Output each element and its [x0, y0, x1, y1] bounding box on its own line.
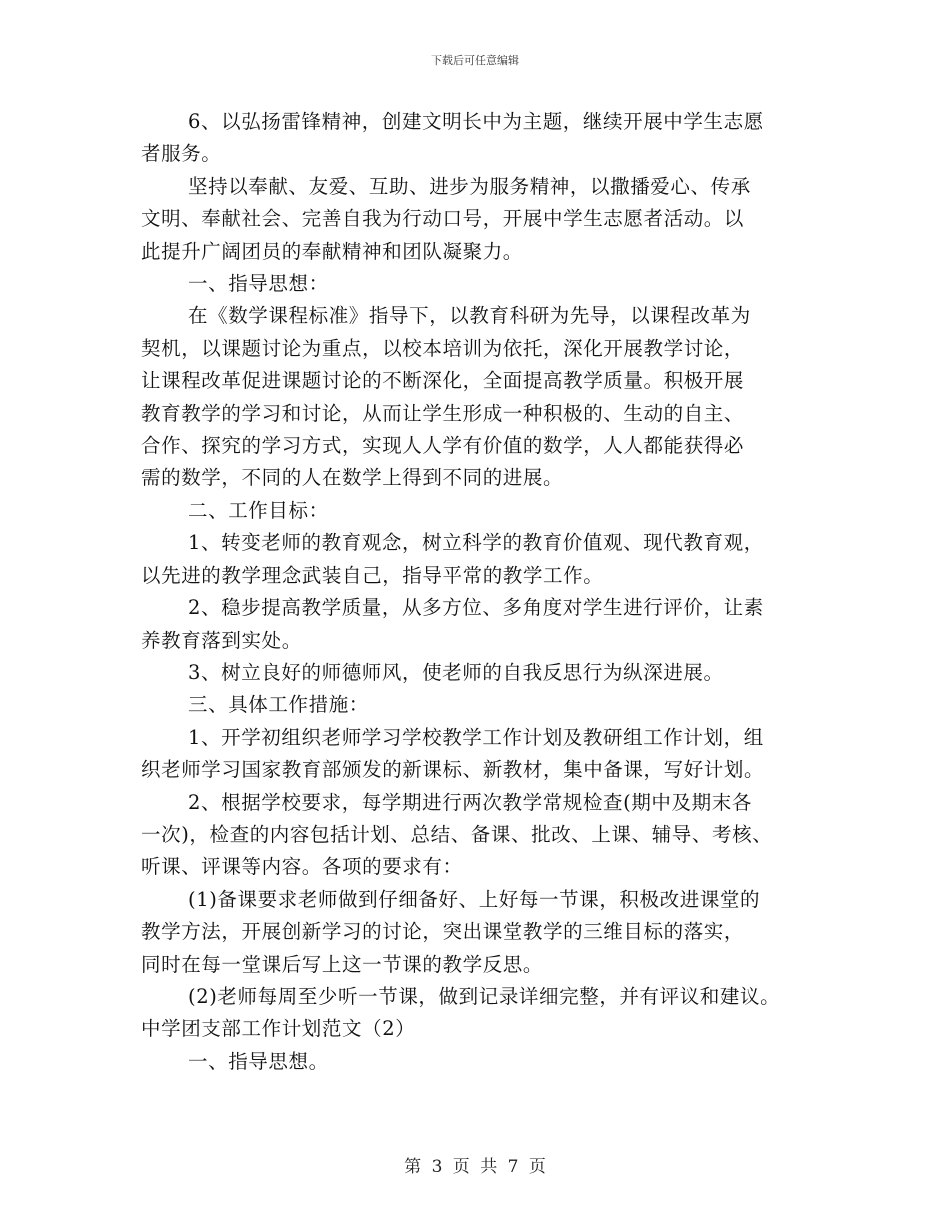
text-line: 2、稳步提高教学质量，从多方位、多角度对学生进行评价，让素 — [188, 596, 764, 620]
text-line: 一、指导思想： — [188, 272, 329, 296]
document-body — [141, 106, 831, 1078]
text-line: 需的数学，不同的人在数学上得到不同的进展。 — [141, 466, 564, 490]
text-line: 二、工作目标： — [188, 498, 329, 522]
page-footer: 第 3 页 共 7 页 — [404, 1157, 546, 1177]
text-line: 6、以弘扬雷锋精神，创建文明长中为主题，继续开展中学生志愿 — [188, 110, 764, 133]
text-line: 中学团支部工作计划范文（2） — [141, 1017, 416, 1041]
text-line: 以先进的教学理念武装自己，指导平常的教学工作。 — [141, 563, 604, 587]
text-line: 契机，以课题讨论为重点，以校本培训为依托，深化开展教学讨论， — [141, 336, 745, 360]
text-line: 此提升广阔团员的奉献精神和团队凝聚力。 — [141, 239, 523, 263]
text-line: 织老师学习国家教育部颁发的新课标、新教材，集中备课，写好计划。 — [141, 758, 765, 782]
text-line: 同时在每一堂课后写上这一节课的教学反思。 — [141, 952, 544, 976]
text-line: 坚持以奉献、友爱、互助、进步为服务精神，以撒播爱心、传承 — [188, 174, 751, 198]
text-line: 文明、奉献社会、完善自我为行动口号，开展中学生志愿者活动。以 — [141, 207, 745, 231]
text-line: 一、指导思想。 — [188, 1049, 329, 1073]
page-header: 下载后可任意编辑 — [431, 54, 519, 67]
text-line: (1)备课要求老师做到仔细备好、上好每一节课，积极改进课堂的 — [188, 887, 761, 911]
text-line: 让课程改革促进课题讨论的不断深化，全面提高教学质量。积极开展 — [141, 369, 745, 393]
text-line: 1、转变老师的教育观念，树立科学的教育价值观、现代教育观， — [188, 531, 764, 555]
text-line: 3、树立良好的师德师风，使老师的自我反思行为纵深进展。 — [188, 660, 724, 684]
text-line: 2、根据学校要求，每学期进行两次教学常规检查(期中及期末各 — [188, 790, 752, 814]
text-line: 三、具体工作措施： — [188, 693, 369, 717]
text-line: 养教育落到实处。 — [141, 628, 302, 652]
text-line: 听课、评课等内容。各项的要求有： — [141, 855, 463, 879]
text-line: 一次)，检查的内容包括计划、总结、备课、批改、上课、辅导、考核、 — [141, 822, 773, 846]
text-line: (2)老师每周至少听一节课，做到记录详细完整，并有评议和建议。 — [188, 984, 781, 1008]
text-line: 合作、探究的学习方式，实现人人学有价值的数学，人人都能获得必 — [141, 434, 745, 458]
text-line: 教学方法，开展创新学习的讨论，突出课堂教学的三维目标的落实， — [141, 920, 745, 944]
text-line: 者服务。 — [141, 142, 222, 166]
text-line: 在《数学课程标准》指导下，以教育科研为先导，以课程改革为 — [188, 304, 751, 328]
text-line: 1、开学初组织老师学习学校教学工作计划及教研组工作计划，组 — [188, 725, 764, 749]
text-line: 教育教学的学习和讨论，从而让学生形成一种积极的、生动的自主、 — [141, 401, 745, 425]
